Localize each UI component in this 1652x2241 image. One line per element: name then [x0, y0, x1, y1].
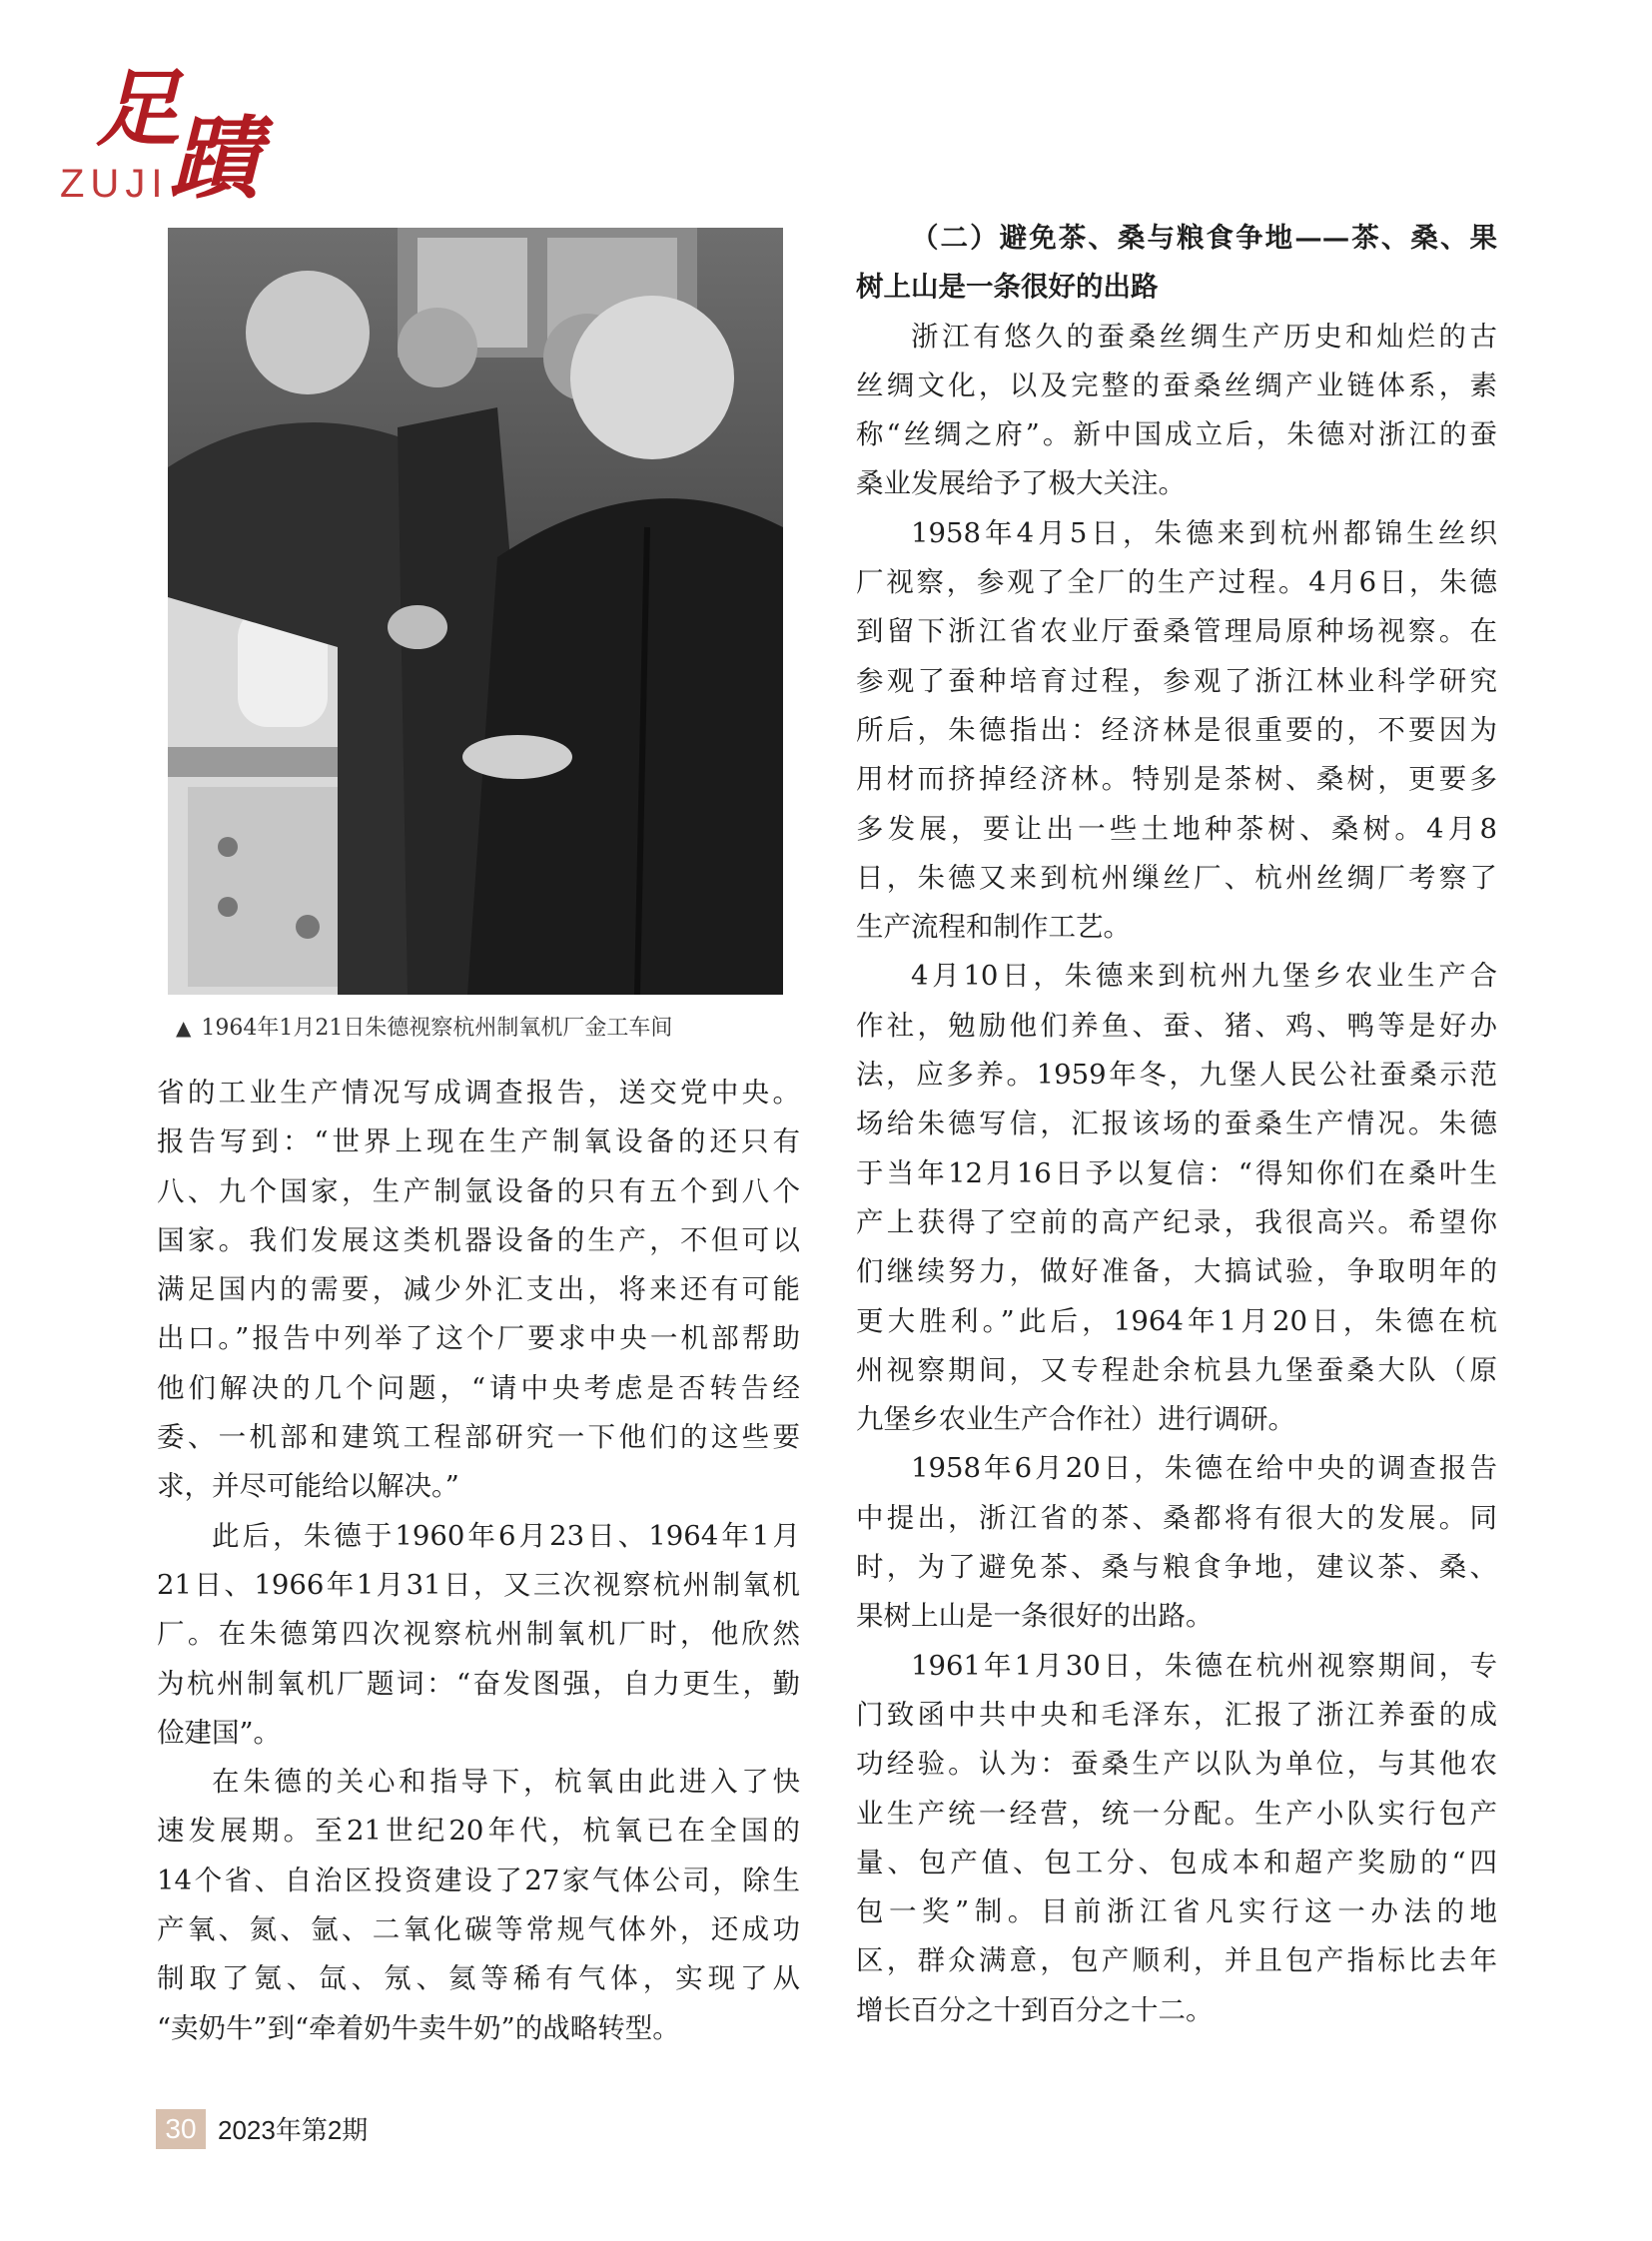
text-line: 八、九个国家，生产制氩设备的只有五个到八个: [157, 1174, 800, 1207]
text-line: 称“丝绸之府”。新中国成立后，朱德对浙江的蚕: [856, 418, 1497, 451]
logo-char-1: 足: [96, 59, 185, 158]
text-line: 求，并尽可能给以解决。”: [157, 1470, 459, 1503]
text-line: 更大胜利。”此后，1964年1月20日，朱德在杭: [856, 1304, 1497, 1337]
text-line: 区，群众满意，包产顺利，并且包产指标比去年: [856, 1944, 1497, 1977]
text-line: 21日、1966年1月31日，又三次视察杭州制氧机: [157, 1568, 800, 1601]
photo-caption: [176, 1013, 795, 1044]
right-text-column: [856, 214, 1497, 2035]
text-line: 九堡乡农业生产合作社）进行调研。: [856, 1403, 1295, 1436]
text-line: 为杭州制氧机厂题词：“奋发图强，自力更生，勤: [157, 1667, 800, 1700]
text-line: 参观了蚕种培育过程，参观了浙江林业科学研究: [856, 664, 1497, 697]
text-line: 中提出，浙江省的茶、桑都将有很大的发展。同: [856, 1501, 1497, 1534]
text-line: 委、一机部和建筑工程部研究一下他们的这些要: [157, 1421, 800, 1454]
text-line: 出口。”报告中列举了这个厂要求中央一机部帮助: [157, 1322, 800, 1355]
text-line: 产氧、氮、氩、二氧化碳等常规气体外，还成功: [157, 1913, 800, 1946]
historical-photo: [168, 228, 783, 995]
logo-pinyin: ZUJI: [60, 162, 169, 206]
text-line: 制取了氪、氙、氖、氦等稀有气体，实现了从: [157, 1962, 800, 1995]
text-line: 产上获得了空前的高产纪录，我很高兴。希望你: [856, 1205, 1497, 1238]
text-line: 他们解决的几个问题，“请中央考虑是否转告经: [157, 1371, 800, 1404]
issue-label: 2023年第2期: [218, 2115, 369, 2145]
text-line: 1961年1月30日，朱德在杭州视察期间，专: [911, 1649, 1497, 1682]
text-line: 多发展，要让出一些土地种茶树、桑树。4月8: [856, 812, 1497, 845]
text-line: 量、包产值、包工分、包成本和超产奖励的“四: [856, 1846, 1497, 1878]
text-line: 俭建国”。: [157, 1716, 282, 1749]
text-line: 业生产统一经营，统一分配。生产小队实行包产: [856, 1797, 1497, 1830]
section-heading: （二）避免茶、桑与粮食争地——茶、桑、果: [911, 222, 1497, 254]
text-line: 日，朱德又来到杭州缫丝厂、杭州丝绸厂考察了: [856, 861, 1497, 894]
text-line: 场给朱德写信，汇报该场的蚕桑生产情况。朱德: [856, 1108, 1497, 1140]
caption-text: 1964年1月21日朱德视察杭州制氧机厂金工车间: [201, 1016, 673, 1041]
section-heading-line2: 树上山是一条很好的出路: [856, 271, 1159, 304]
text-line: 们继续努力，做好准备，大搞试验，争取明年的: [856, 1255, 1497, 1288]
text-line: 作社，勉励他们养鱼、蚕、猪、鸡、鸭等是好办: [856, 1009, 1497, 1042]
text-line: 增长百分之十到百分之十二。: [856, 1993, 1214, 2026]
text-line: 门致函中共中央和毛泽东，汇报了浙江养蚕的成: [856, 1698, 1497, 1731]
text-line: 州视察期间，又专程赴余杭县九堡蚕桑大队（原: [856, 1353, 1497, 1386]
text-line: 厂。在朱德第四次视察杭州制氧机厂时，他欣然: [157, 1618, 800, 1651]
text-line: 省的工业生产情况写成调查报告，送交党中央。: [157, 1077, 800, 1109]
text-line: 此后，朱德于1960年6月23日、1964年1月: [212, 1519, 800, 1552]
text-line: 1958年6月20日，朱德在给中央的调查报告: [911, 1452, 1497, 1485]
triangle-marker-icon: ▲: [176, 1016, 192, 1040]
text-line: 于当年12月16日予以复信：“得知你们在桑叶生: [856, 1156, 1497, 1189]
text-line: 丝绸文化，以及完整的蚕桑丝绸产业链体系，素: [856, 369, 1497, 401]
text-line: 法，应多养。1959年冬，九堡人民公社蚕桑示范: [856, 1059, 1497, 1092]
text-line: 厂视察，参观了全厂的生产过程。4月6日，朱德: [856, 566, 1497, 599]
text-line: 时，为了避免茶、桑与粮食争地，建议茶、桑、: [856, 1551, 1497, 1584]
text-line: 4月10日，朱德来到杭州九堡乡农业生产合: [911, 960, 1497, 993]
text-line: 桑业发展给予了极大关注。: [856, 467, 1186, 500]
left-text-column: [157, 1069, 800, 2053]
text-line: 报告写到：“世界上现在生产制氧设备的还只有: [157, 1125, 800, 1158]
text-line: 国家。我们发展这类机器设备的生产，不但可以: [157, 1223, 800, 1256]
text-line: 功经验。认为：蚕桑生产以队为单位，与其他农: [856, 1748, 1497, 1781]
text-line: “卖奶牛”到“牵着奶牛卖牛奶”的战略转型。: [157, 2011, 680, 2044]
text-line: 浙江有悠久的蚕桑丝绸生产历史和灿烂的古: [911, 320, 1497, 353]
text-line: 果树上山是一条很好的出路。: [856, 1600, 1214, 1633]
page-number: 30: [156, 2109, 206, 2149]
text-line: 所后，朱德指出：经济林是很重要的，不要因为: [856, 713, 1497, 746]
text-line: 生产流程和制作工艺。: [856, 911, 1131, 944]
text-line: 1958年4月5日，朱德来到杭州都锦生丝织: [911, 516, 1497, 549]
logo-char-2: 蹟: [170, 106, 265, 212]
text-line: 14个省、自治区投资建设了27家气体公司，除生: [157, 1864, 800, 1896]
text-line: 速发展期。至21世纪20年代，杭氧已在全国的: [157, 1815, 800, 1848]
text-line: 用材而挤掉经济林。特别是茶树、桑树，更要多: [856, 763, 1497, 796]
text-line: 满足国内的需要，减少外汇支出，将来还有可能: [157, 1273, 800, 1306]
text-line: 包一奖”制。目前浙江省凡实行这一办法的地: [856, 1895, 1497, 1928]
text-line: 到留下浙江省农业厅蚕桑管理局原种场视察。在: [856, 615, 1497, 648]
photo-image-icon: [168, 228, 783, 995]
text-line: 在朱德的关心和指导下，杭氧由此进入了快: [212, 1766, 800, 1799]
